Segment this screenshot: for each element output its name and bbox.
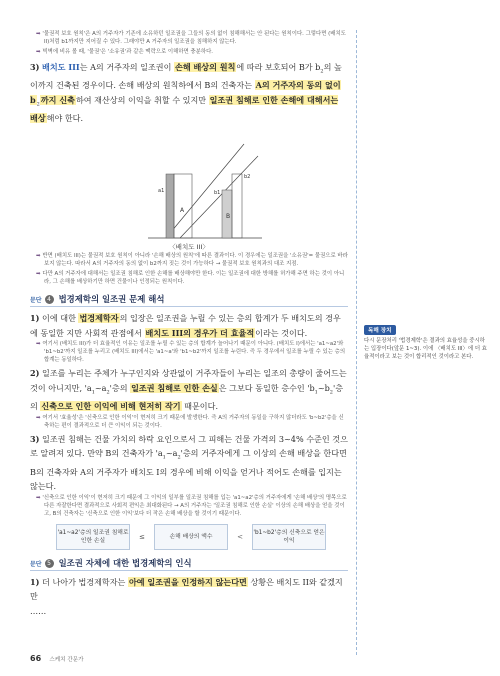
side-note-body: 다시 문장처리 '법경제학'은 결과의 효율성을 중시하는 입장이다(앞문 1~3). 이에 〈배치도 III〉에 더 효율적이라고 보는 것이 합리적인 것이라고 본다. [364,338,487,360]
column-divider [356,30,357,655]
building-a-lit [166,174,174,238]
paragraph-5-1: 1) 더 나아가 법경제학자는 아예 일조권을 인정하지 않는다면 상황은 배치도 II와 같겠지만 …… [30,577,343,616]
label-b2: b2 [244,173,251,180]
note-4-2: ➡ 여기서 '효율성'은 '신축으로 인한 이익'이 현저히 크기 때문에 발생한다. 즉 A의 거주자의 동일을 구하지 않더라도 'b~b2'층을 신축하는 편이 결과적으로 더 큰 이익이 되는 것이다. [36,414,344,429]
note-marker-icon: ➡ [36,494,43,501]
intro-note-1: ➡ '물권적 보호 원칙'은 A의 거주자가 기존에 소유하던 일조권을 그들의 동의 없이 침해해서는 안 된다는 원칙이다. 그렇다면 (배치도 II)처럼 b1까지만 지어질 수 있다. 그래야만 A 거주자의 일조권을 침해하지 않는다. [36,31,346,46]
page-footer [30,654,84,663]
paragraph-3: 3) 배치도 III는 A의 거주자의 일조권이 손해 배상의 원칙에 따라 보호되어 B가 $b_2$의 높이까지 건축된 경우이다. 손해 배상의 원칙하에서 B의 건축자는 A의 거주자의 동의 없이 $b_2$까지 신축하여 재산상의 이익을 취할 수 있지만 일조권 침해로 인한 손해에 대해서는 배상해야 한다. [30,61,342,124]
paragraph-4-2: 2) 일조를 누리는 주체가 누구인지와 상관없이 거주자들이 누리는 일조의 총량이 줄어드는 것이 아니지만, '$a_1\sim a_2$'층의 일조권 침해로 인한 손실은 그보다 동일한 층수인 '$b_1\sim b_2$'층의 신축으로 인한 이익에 비해 현저히 작기 때문이다. [30,368,347,412]
main-column [30,30,348,618]
note-marker-icon: ➡ [36,414,43,421]
note-marker-icon: ➡ [36,252,43,259]
comparison-flow [56,524,326,550]
section-number-badge: 4 [45,295,54,304]
building-diagram [30,130,348,252]
note-marker-icon: ➡ [36,271,43,278]
flow-box-gain: 'b1~b2'층의 신축으로 얻은 이익 [252,524,326,550]
book-title: 스케치 간문가 [49,657,84,663]
note-marker-icon: ➡ [36,340,43,347]
side-note [364,317,488,361]
paragraph-4-1: 1) 이에 대한 법경제학자의 입장은 일조권을 누릴 수 있는 층의 합계가 두 배치도의 경우에 동일한 지만 사회적 관점에서 배치도 III의 경우가 더 효율적이라는 것이다. [30,313,341,338]
building-b [232,174,242,238]
note-marker-icon: ➡ [36,31,43,37]
intro-note-2: ➡ 빅벽에 비유 볼 때, '물권'은 '소유권'과 같은 맥락으로 이해하면 충분하다. [36,49,213,56]
section-4-header: 문단 4 법경제학의 일조권 문제 해석 [30,292,348,307]
sun-ray-1 [166,144,244,238]
label-a: A [180,206,185,214]
note-marker-icon: ➡ [36,49,43,56]
label-b1: b1 [214,189,221,196]
sun-ray-2 [180,156,258,238]
flow-op-le: ≤ [139,533,145,542]
note-4-1: ➡ 여기서 (배치도 III)가 더 효율적인 이유는 일조를 누릴 수 있는 층의 합계가 늘어나기 때문이 아니다. (배치도 I)에서는 'a1~a2'와 'b1~b2'까지 일조를 누리고 (배치도 III)에서는 'a1~a'와 'b1~b2'까지 일조를 누린다. 즉 두 경우에서 일조를 누릴 수 있는 층의 합계는 동일하다. [36,340,346,364]
label-b: B [226,212,231,220]
diagram-note-1: ➡ 반면 (배치도 III)는 물권적 보호 원칙이 아니라 '손해 배상의 원칙'에 따른 결과이다. 이 경우에는 일조권을 '소유권'= 물권으로 바라보지 않는다. 따라서 A의 거주자의 동의 없이 b2까지 짓는 것이 가능하다 → 물권적 보호 원칙과의 대조 지점. [36,252,348,267]
page-number: 66 [30,654,42,663]
side-note-header: 독해 장치 [364,325,396,335]
note-4-3: ➡ '신축으로 인한 이익'이 현저히 크기 때문에 그 이익의 일부를 일조권 침해를 입는 'a1~a2'층의 거주자에게 '손해 배상'의 명목으로 다른 자잘한다면 결과적으로 사회적 편익은 최대화된다 → A의 거주자는 '일조권 침해로 인한 손실' 이상의 손해 배상을 얻을 것이고, B의 건축자는 '신축으로 인한 이익'보다 더 작은 손해 배상을 할 것이기 때문이다. [36,494,347,517]
section-5-header: 문단 5 일조권 자체에 대한 법경제학의 인식 [30,556,348,571]
section-number-badge: 5 [45,559,54,568]
flow-box-compensation: 손해 배상의 액수 [154,524,228,550]
flow-box-loss: 'a1~a2'층의 일조권 침해로 인한 손실 [56,524,130,550]
section-4-title: 법경제학의 일조권 문제 해석 [58,294,165,305]
flow-op-lt: < [237,533,243,542]
diagram-note-2: ➡ 다만 A의 거주자에 대해서는 일조권 침해로 인한 손해를 배상해야만 한다. 이는 일조권에 대한 방해를 허가해 주면 하는 것이 아니라, 그 손해를 배상하기만 하면 건물이나 인정되는 원칙이다. [36,271,345,286]
section-5-title: 일조권 자체에 대한 법경제학의 인식 [58,558,192,569]
diagram-caption: 〈배치도 III〉 [169,242,209,251]
paragraph-4-3: 3) 일조권 침해는 건물 가치의 하락 요인으로서 그 피해는 건물 가격의 3~4% 수준인 것으로 알려져 있다. 만약 B의 건축자가 '$a_1\sim a_2$'층의 거주자에게 그 이상의 손해 배상을 한다면 B의 건축자와 A의 거주자가 배치도 I의 경우에 비해 이익을 얻거나 적어도 손해를 입지는 않는다. [30,434,348,492]
label-a1: a1 [158,187,165,194]
diagram-layout-3 [30,130,348,252]
